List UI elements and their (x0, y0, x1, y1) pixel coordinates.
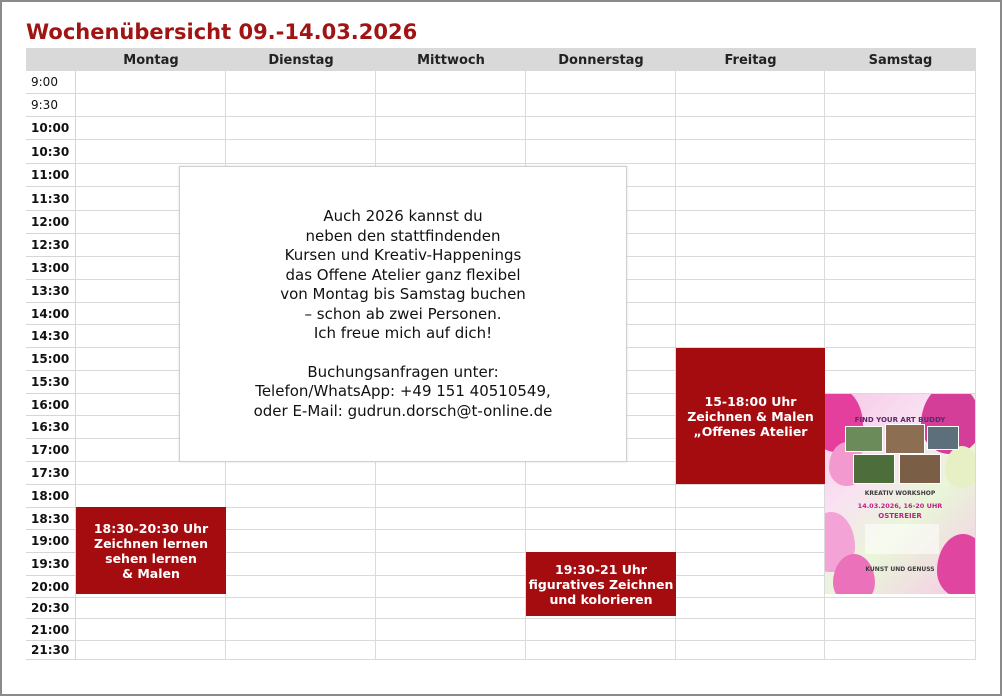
event-block-freitag[interactable] (676, 348, 825, 484)
time-label: 15:30 (26, 371, 76, 394)
time-label: 11:30 (26, 187, 76, 211)
event-line: Zeichnen & Malen (687, 408, 814, 424)
time-slot-cell[interactable] (825, 325, 976, 348)
notice-line: Auch 2026 kannst du (323, 207, 483, 225)
time-slot-cell[interactable] (526, 71, 676, 94)
notice-email: oder E-Mail: gudrun.dorsch@t-online.de (253, 401, 553, 420)
time-slot-cell[interactable] (676, 485, 825, 508)
time-slot-cell[interactable] (76, 71, 226, 94)
time-label: 9:30 (26, 94, 76, 117)
time-slot-cell[interactable] (825, 257, 976, 280)
event-line: figuratives Zeichnen (528, 576, 674, 592)
time-label: 20:30 (26, 598, 76, 619)
time-slot-cell[interactable] (376, 508, 526, 530)
time-slot-cell[interactable] (226, 576, 376, 598)
time-slot-cell[interactable] (526, 508, 676, 530)
poster-date: 14.03.2026, 16-20 UHR (857, 502, 943, 510)
time-label: 14:30 (26, 325, 76, 348)
time-slot-cell[interactable] (226, 619, 376, 641)
time-slot-cell[interactable] (825, 211, 976, 234)
day-header-samstag: Samstag (868, 53, 933, 68)
time-slot-cell[interactable] (825, 234, 976, 257)
time-label: 20:00 (26, 576, 76, 598)
time-label: 21:30 (26, 641, 76, 660)
time-slot-cell[interactable] (226, 598, 376, 619)
time-slot-cell[interactable] (825, 117, 976, 140)
time-slot-cell[interactable] (376, 530, 526, 553)
time-slot-cell[interactable] (76, 462, 226, 485)
time-slot-cell[interactable] (676, 211, 825, 234)
time-slot-cell[interactable] (676, 598, 825, 619)
notice-line: das Offene Atelier ganz flexibel (285, 265, 521, 284)
time-slot-cell[interactable] (825, 164, 976, 187)
time-label: 18:00 (26, 485, 76, 508)
time-slot-cell[interactable] (226, 140, 376, 164)
time-label: 17:00 (26, 439, 76, 462)
time-slot-cell[interactable] (825, 94, 976, 117)
time-slot-cell[interactable] (526, 619, 676, 641)
time-slot-cell[interactable] (676, 576, 825, 598)
time-slot-cell[interactable] (526, 117, 676, 140)
time-slot-cell[interactable] (376, 598, 526, 619)
time-slot-cell[interactable] (676, 140, 825, 164)
time-slot-cell[interactable] (226, 485, 376, 508)
time-label: 19:30 (26, 553, 76, 576)
time-slot-cell[interactable] (825, 187, 976, 211)
time-slot-cell[interactable] (526, 641, 676, 660)
time-slot-cell[interactable] (76, 598, 226, 619)
time-slot-cell[interactable] (825, 71, 976, 94)
time-slot-cell[interactable] (76, 619, 226, 641)
time-slot-cell[interactable] (226, 508, 376, 530)
time-slot-cell[interactable] (526, 462, 676, 485)
time-label: 17:30 (26, 462, 76, 485)
time-slot-cell[interactable] (226, 71, 376, 94)
notice-phone: Telefon/WhatsApp: +49 151 40510549, (255, 382, 551, 400)
time-label: 13:30 (26, 280, 76, 303)
time-slot-cell[interactable] (376, 94, 526, 117)
notice-line: neben den stattfindenden (305, 226, 501, 245)
event-block-donnerstag[interactable] (526, 552, 676, 616)
event-line: und kolorieren (549, 591, 653, 607)
time-slot-cell[interactable] (825, 348, 976, 371)
event-block-montag[interactable] (76, 507, 226, 594)
time-label: 15:00 (26, 348, 76, 371)
time-label: 13:00 (26, 257, 76, 280)
time-slot-cell[interactable] (676, 619, 825, 641)
time-label: 21:00 (26, 619, 76, 641)
event-line: 15-18:00 Uhr (704, 393, 797, 409)
time-slot-cell[interactable] (76, 117, 226, 140)
notice-line: Ich freue mich auf dich! (313, 324, 493, 342)
time-slot-cell[interactable] (825, 641, 976, 660)
time-slot-cell[interactable] (676, 508, 825, 530)
time-slot-cell[interactable] (226, 641, 376, 660)
time-slot-cell[interactable] (526, 530, 676, 553)
poster-subtitle: KREATIV WORKSHOP (864, 490, 936, 497)
time-slot-cell[interactable] (676, 325, 825, 348)
time-label: 14:00 (26, 303, 76, 325)
time-slot-cell[interactable] (676, 553, 825, 576)
time-slot-cell[interactable] (825, 280, 976, 303)
time-slot-cell[interactable] (376, 553, 526, 576)
time-label: 10:00 (26, 117, 76, 140)
poster-theme: OSTEREIER (878, 512, 922, 520)
day-header-freitag: Freitag (724, 53, 777, 68)
booking-notice (179, 166, 627, 462)
event-line: 19:30-21 Uhr (555, 561, 647, 577)
notice-line: Kursen und Kreativ-Happenings (284, 246, 522, 264)
time-slot-cell[interactable] (76, 94, 226, 117)
time-slot-cell[interactable] (676, 303, 825, 325)
time-slot-cell[interactable] (825, 303, 976, 325)
time-slot-cell[interactable] (376, 619, 526, 641)
event-line: 18:30-20:30 Uhr (93, 520, 209, 536)
time-slot-cell[interactable] (526, 485, 676, 508)
time-slot-cell[interactable] (676, 530, 825, 553)
event-line: sehen lernen (105, 550, 197, 566)
time-slot-cell[interactable] (676, 117, 825, 140)
time-slot-cell[interactable] (376, 462, 526, 485)
time-label: 9:00 (26, 71, 76, 94)
time-label: 11:00 (26, 164, 76, 187)
time-slot-cell[interactable] (526, 140, 676, 164)
page-title: Wochenübersicht 09.-14.03.2026 (26, 20, 418, 44)
time-slot-cell[interactable] (226, 117, 376, 140)
time-slot-cell[interactable] (676, 94, 825, 117)
time-label: 18:30 (26, 508, 76, 530)
day-header-mittwoch: Mittwoch (417, 53, 485, 68)
event-line: & Malen (122, 565, 180, 581)
time-slot-cell[interactable] (376, 71, 526, 94)
notice-line: Buchungsanfragen unter: (307, 362, 499, 381)
time-slot-cell[interactable] (676, 187, 825, 211)
notice-line: – schon ab zwei Personen. (304, 304, 502, 323)
time-slot-cell[interactable] (676, 164, 825, 187)
time-slot-cell[interactable] (226, 462, 376, 485)
time-slot-cell[interactable] (676, 257, 825, 280)
time-label: 16:30 (26, 416, 76, 439)
time-slot-cell[interactable] (376, 641, 526, 660)
time-slot-cell[interactable] (676, 71, 825, 94)
time-slot-cell[interactable] (526, 94, 676, 117)
day-header-donnerstag: Donnerstag (558, 53, 644, 68)
time-slot-cell[interactable] (676, 280, 825, 303)
notice-line: von Montag bis Samstag buchen (280, 285, 526, 303)
time-slot-cell[interactable] (676, 234, 825, 257)
time-slot-cell[interactable] (226, 530, 376, 553)
time-slot-cell[interactable] (376, 117, 526, 140)
poster-footer: KUNST UND GENUSS (865, 566, 935, 573)
time-label: 12:30 (26, 234, 76, 257)
time-slot-cell[interactable] (825, 619, 976, 641)
event-line: Zeichnen lernen (94, 535, 208, 551)
day-header-montag: Montag (123, 53, 179, 68)
time-label: 19:00 (26, 530, 76, 553)
day-header-dienstag: Dienstag (268, 53, 334, 68)
time-slot-cell[interactable] (676, 641, 825, 660)
time-slot-cell[interactable] (825, 140, 976, 164)
time-slot-cell[interactable] (226, 94, 376, 117)
time-slot-cell[interactable] (376, 485, 526, 508)
time-slot-cell[interactable] (825, 598, 976, 619)
time-label: 16:00 (26, 394, 76, 416)
time-slot-cell[interactable] (76, 641, 226, 660)
time-slot-cell[interactable] (825, 371, 976, 394)
time-slot-cell[interactable] (376, 140, 526, 164)
time-slot-cell[interactable] (76, 140, 226, 164)
event-line: „Offenes Atelier (693, 423, 808, 439)
poster-headline: FIND YOUR ART BUDDY (854, 416, 946, 424)
time-slot-cell[interactable] (376, 576, 526, 598)
time-slot-cell[interactable] (226, 553, 376, 576)
time-slot-cell[interactable] (76, 485, 226, 508)
time-label: 10:30 (26, 140, 76, 164)
time-label: 12:00 (26, 211, 76, 234)
easter-workshop-poster (825, 394, 975, 594)
